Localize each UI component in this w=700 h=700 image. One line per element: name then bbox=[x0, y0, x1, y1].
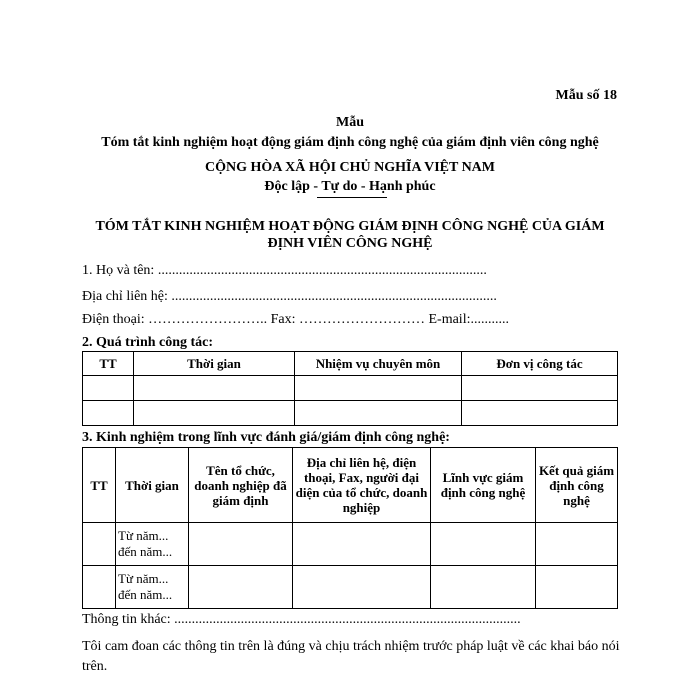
col-time: Thời gian bbox=[134, 352, 295, 376]
table-cell[interactable] bbox=[189, 523, 293, 566]
table-cell[interactable] bbox=[462, 376, 618, 401]
phone-fax-email-field[interactable]: Điện thoại: …………………….. Fax: ……………………… E-mail:........... bbox=[82, 312, 509, 327]
table-cell[interactable] bbox=[536, 566, 618, 609]
table-cell[interactable] bbox=[83, 523, 116, 566]
table-cell[interactable] bbox=[536, 523, 618, 566]
form-number: Mẫu số 18 bbox=[555, 88, 617, 103]
experience-table bbox=[82, 447, 618, 609]
col-workplace: Đơn vị công tác bbox=[462, 352, 618, 376]
table-cell[interactable] bbox=[134, 401, 295, 426]
table-cell[interactable] bbox=[134, 376, 295, 401]
time-range-cell[interactable] bbox=[116, 523, 189, 566]
table-cell[interactable] bbox=[295, 401, 462, 426]
form-label: Mẫu bbox=[336, 115, 364, 130]
commitment-text: Tôi cam đoan các thông tin trên là đúng và chịu trách nhiệm trước pháp luật về các khai báo nói trên. bbox=[82, 639, 620, 674]
table-cell[interactable] bbox=[189, 566, 293, 609]
form-title: Tóm tắt kinh nghiệm hoạt động giám định công nghệ của giám định viên công nghệ bbox=[101, 135, 599, 150]
time-range-cell[interactable] bbox=[116, 566, 189, 609]
col-result: Kết quả giám định công nghệ bbox=[536, 448, 618, 523]
header-divider bbox=[317, 197, 387, 198]
section-2-title: 2. Quá trình công tác: bbox=[82, 335, 214, 350]
table-cell[interactable] bbox=[293, 566, 431, 609]
col-tt: TT bbox=[83, 448, 116, 523]
col-field: Lĩnh vực giám định công nghệ bbox=[431, 448, 536, 523]
table-cell[interactable] bbox=[83, 376, 134, 401]
table-row bbox=[83, 566, 618, 609]
other-info-field[interactable]: Thông tin khác: ................................................................................................... bbox=[82, 612, 521, 627]
col-tt: TT bbox=[83, 352, 134, 376]
national-motto: Độc lập - Tự do - Hạnh phúc bbox=[264, 179, 436, 194]
address-field[interactable]: Địa chỉ liên hệ: ............................................................................................. bbox=[82, 289, 497, 304]
table-cell[interactable] bbox=[83, 401, 134, 426]
section-3-title: 3. Kinh nghiệm trong lĩnh vực đánh giá/giám định công nghệ: bbox=[82, 430, 450, 445]
col-org-name: Tên tổ chức, doanh nghiệp đã giám định bbox=[189, 448, 293, 523]
document-title: TÓM TẮT KINH NGHIỆM HOẠT ĐỘNG GIÁM ĐỊNH CÔNG NGHỆ CỦA GIÁM ĐỊNH VIÊN CÔNG NGHỆ bbox=[95, 219, 605, 251]
range-from: Từ năm... bbox=[118, 528, 169, 543]
table-cell[interactable] bbox=[431, 566, 536, 609]
name-field[interactable]: 1. Họ và tên: .............................................................................................. bbox=[82, 263, 487, 278]
table-cell[interactable] bbox=[83, 566, 116, 609]
work-history-table bbox=[82, 351, 618, 426]
col-time: Thời gian bbox=[116, 448, 189, 523]
table-row bbox=[83, 523, 618, 566]
table-cell[interactable] bbox=[462, 401, 618, 426]
range-from: Từ năm... bbox=[118, 571, 169, 586]
col-duty: Nhiệm vụ chuyên môn bbox=[295, 352, 462, 376]
table-cell[interactable] bbox=[431, 523, 536, 566]
range-to: đến năm... bbox=[118, 544, 173, 559]
table-cell[interactable] bbox=[293, 523, 431, 566]
country-name: CỘNG HÒA XÃ HỘI CHỦ NGHĨA VIỆT NAM bbox=[204, 160, 495, 175]
range-to: đến năm... bbox=[118, 587, 173, 602]
table-row bbox=[83, 376, 618, 401]
col-org-contact: Địa chỉ liên hệ, điện thoại, Fax, người đại diện của tổ chức, doanh nghiệp bbox=[293, 448, 431, 523]
table-row bbox=[83, 401, 618, 426]
table-cell[interactable] bbox=[295, 376, 462, 401]
